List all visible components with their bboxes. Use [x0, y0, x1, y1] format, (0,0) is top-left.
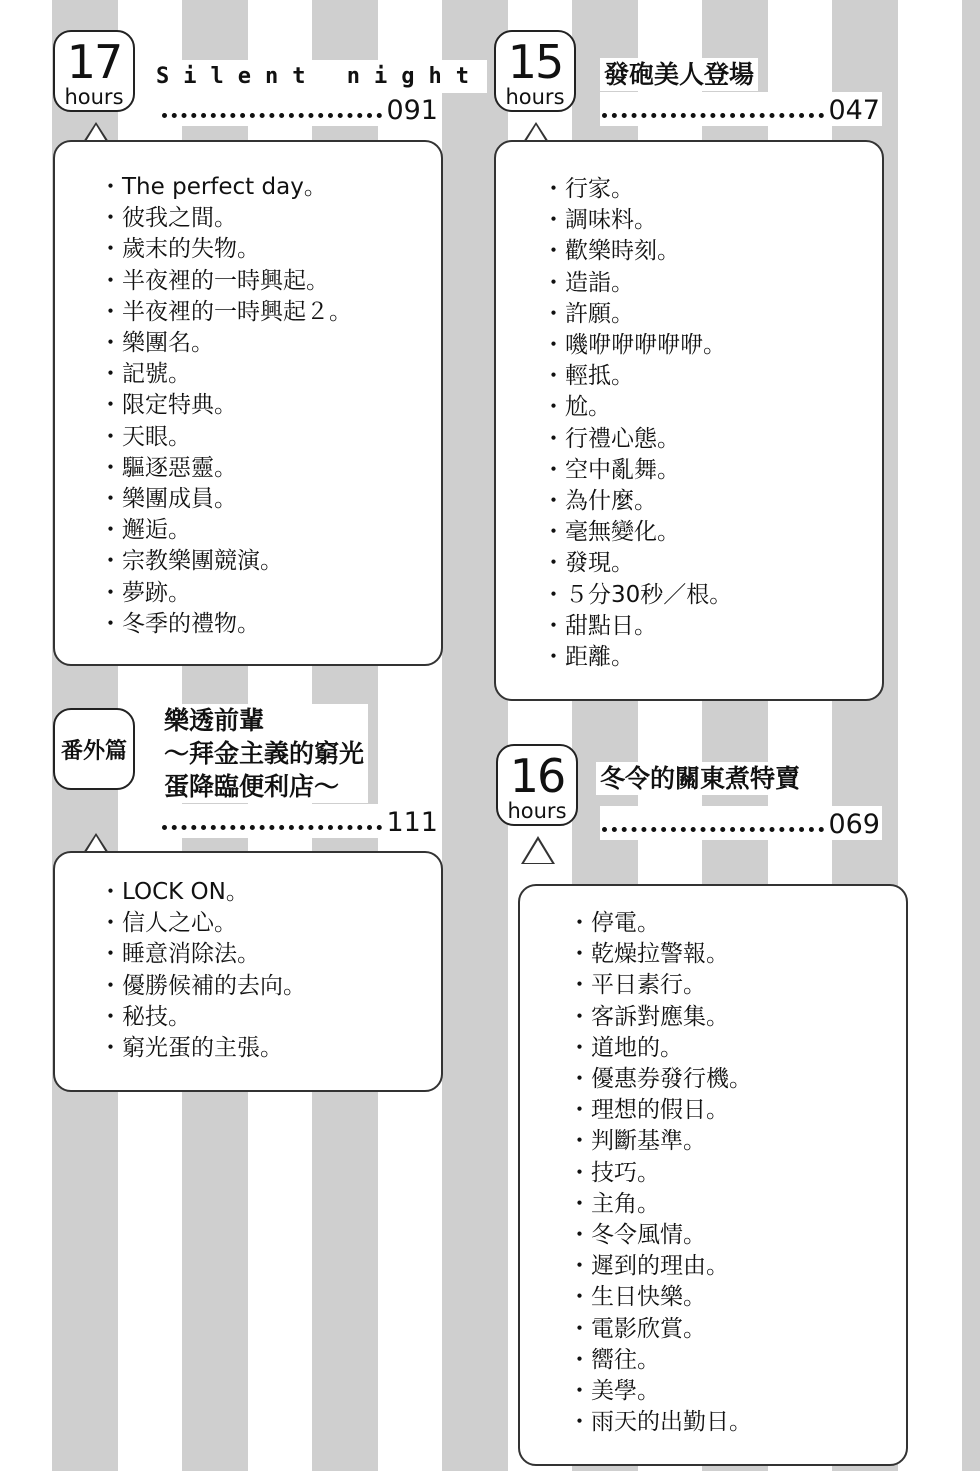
chapter-title-16: 冬令的關東煮特賣: [596, 762, 804, 795]
episode-item: ・ 冬令風情。: [568, 1220, 752, 1251]
episode-item: ・ 遲到的理由。: [568, 1251, 752, 1282]
page-number: 111: [386, 807, 438, 838]
episode-item: ・ 信人之心。: [99, 908, 306, 939]
extra-title-line: 蛋降臨便利店～: [164, 772, 340, 801]
chapter-title-17: Silent night: [152, 60, 487, 93]
episode-item: ・ 天眼。: [99, 422, 352, 453]
episode-item: ・ 半夜裡的一時興起２。: [99, 297, 352, 328]
chapter-number: 15: [507, 35, 563, 89]
chapter-number: 16: [509, 749, 565, 803]
episode-item: ・ 造詣。: [542, 268, 732, 299]
episode-item: ・ 睡意消除法。: [99, 939, 306, 970]
extra-label: 番外篇: [60, 738, 127, 764]
episode-item: ・ 行禮心態。: [542, 424, 732, 455]
episode-item: ・ ５分30秒／根。: [542, 580, 732, 611]
episode-item: ・ 驅逐惡靈。: [99, 453, 352, 484]
episode-item: ・ 樂團名。: [99, 328, 352, 359]
episode-item: ・ 技巧。: [568, 1158, 752, 1189]
episode-item: ・ 行家。: [542, 174, 732, 205]
page-number: 069: [828, 809, 880, 840]
episode-item: ・ 客訴對應集。: [568, 1002, 752, 1033]
chapter-badge-16: [496, 744, 578, 826]
episode-bubble-16: [518, 884, 908, 1466]
chapter-title-15: 發砲美人登場: [600, 58, 758, 91]
page-line-extra: [160, 804, 440, 838]
extra-badge: [53, 708, 135, 790]
episode-item: ・ 彼我之間。: [99, 203, 352, 234]
episode-item: ・ 優惠券發行機。: [568, 1064, 752, 1095]
episode-item: ・ 嚮往。: [568, 1345, 752, 1376]
page-line-15: [600, 92, 882, 126]
episode-item: ・ 秘技。: [99, 1002, 306, 1033]
episode-item: ・ 歲末的失物。: [99, 234, 352, 265]
episode-item: ・ 夢跡。: [99, 578, 352, 609]
episode-item: ・ 空中亂舞。: [542, 455, 732, 486]
episode-item: ・ 優勝候補的去向。: [99, 971, 306, 1002]
episode-bubble-extra: [53, 851, 443, 1092]
page-line-17: [160, 92, 440, 126]
episode-item: ・ 生日快樂。: [568, 1282, 752, 1313]
episode-item: ・ 記號。: [99, 359, 352, 390]
episode-item: ・ LOCK ON。: [99, 877, 306, 908]
page-number: 047: [828, 95, 880, 126]
episode-item: ・ 主角。: [568, 1189, 752, 1220]
page-line-16: [600, 806, 882, 840]
chapter-badge-17: [53, 30, 135, 112]
episode-item: ・ 停電。: [568, 908, 752, 939]
chapter-unit: hours: [507, 799, 567, 823]
episode-item: ・ 窮光蛋的主張。: [99, 1033, 306, 1064]
episode-item: ・ 輕抵。: [542, 361, 732, 392]
episode-item: ・ 調味料。: [542, 205, 732, 236]
episode-item: ・ 宗教樂團競演。: [99, 546, 352, 577]
episode-item: ・ 美學。: [568, 1376, 752, 1407]
episode-item: ・ 尬。: [542, 392, 732, 423]
episode-item: ・ 電影欣賞。: [568, 1314, 752, 1345]
episode-item: ・ 發現。: [542, 548, 732, 579]
leader-dots: [602, 827, 824, 832]
episode-item: ・ 冬季的禮物。: [99, 609, 352, 640]
extra-title-line: ～拜金主義的窮光: [164, 739, 365, 768]
episode-item: ・ 許願。: [542, 299, 732, 330]
episode-item: ・ 平日素行。: [568, 970, 752, 1001]
episode-item: ・ 歡樂時刻。: [542, 236, 732, 267]
chapter-unit: hours: [505, 85, 565, 109]
episode-item: ・ 邂逅。: [99, 515, 352, 546]
episode-item: ・ 限定特典。: [99, 390, 352, 421]
episode-item: ・ 為什麼。: [542, 486, 732, 517]
leader-dots: [162, 825, 382, 830]
episode-list: [568, 908, 752, 1438]
episode-bubble-15: [494, 140, 884, 701]
episode-bubble-17: [53, 140, 443, 666]
leader-dots: [602, 113, 824, 118]
page-number: 091: [386, 95, 438, 126]
episode-list: [99, 172, 352, 640]
episode-item: ・ 樂團成員。: [99, 484, 352, 515]
chapter-number: 17: [66, 35, 122, 89]
leader-dots: [162, 113, 382, 118]
episode-item: ・ 判斷基準。: [568, 1126, 752, 1157]
episode-item: ・ 乾燥拉警報。: [568, 939, 752, 970]
chapter-badge-15: [494, 30, 576, 112]
extra-title: [160, 704, 368, 803]
episode-item: ・ 距離。: [542, 642, 732, 673]
episode-item: ・ 甜點日。: [542, 611, 732, 642]
chapter-unit: hours: [64, 85, 124, 109]
episode-item: ・ 雨天的出勤日。: [568, 1407, 752, 1438]
episode-item: ・ The perfect day。: [99, 172, 352, 203]
episode-item: ・ 嘰咿咿咿咿咿。: [542, 330, 732, 361]
episode-item: ・ 理想的假日。: [568, 1095, 752, 1126]
extra-title-line: 樂透前輩: [164, 706, 265, 735]
episode-item: ・ 毫無變化。: [542, 517, 732, 548]
episode-item: ・ 半夜裡的一時興起。: [99, 266, 352, 297]
episode-list: [542, 174, 732, 673]
episode-list: [99, 877, 306, 1064]
episode-item: ・ 道地的。: [568, 1033, 752, 1064]
